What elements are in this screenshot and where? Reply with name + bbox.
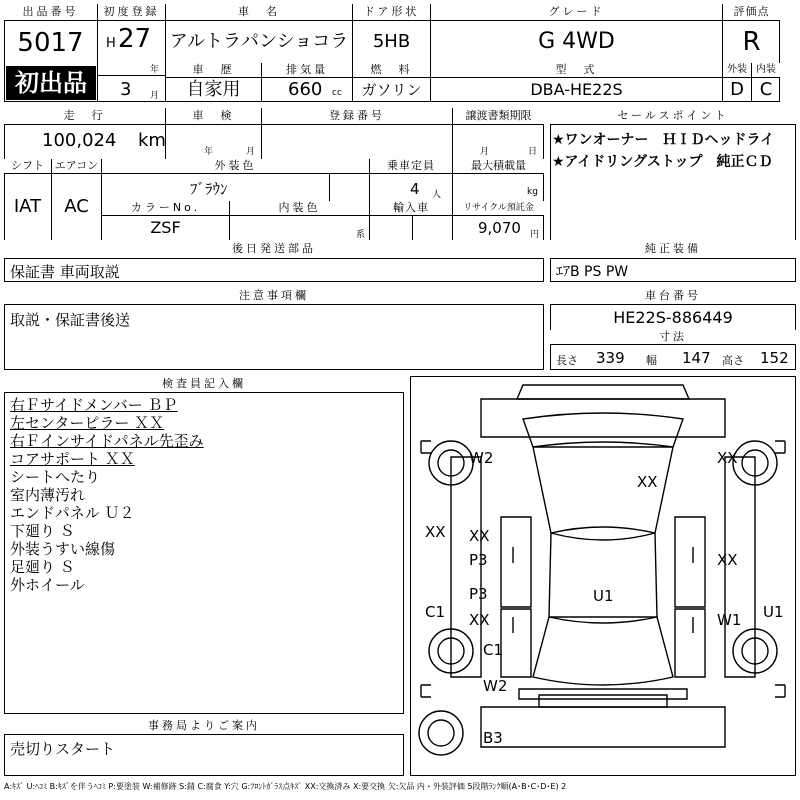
mark-p3-lf: P3 [469, 551, 488, 569]
int-color-unit: 系 [356, 230, 366, 240]
oem-label: 純正装備 [550, 240, 796, 258]
grade: G 4WD [431, 21, 723, 63]
inspector-line: 外ホイール [10, 576, 85, 594]
color-sub [102, 174, 330, 201]
grade-label: グレード [431, 4, 723, 21]
mileage: 100,024 [42, 130, 117, 151]
inspector-line: シートへたり [10, 468, 101, 486]
int-color-label: 内装色 [230, 201, 370, 216]
first-reg-label: 初度登録 [98, 4, 166, 21]
office-label: 事務局よりご案内 [4, 718, 404, 735]
mileage-label: 走 行 [4, 108, 166, 125]
inspector-line: 室内薄汚れ [10, 486, 86, 504]
mark-w1-right: W1 [717, 611, 742, 629]
load-unit: kg [527, 187, 538, 197]
reg-era: H [106, 36, 116, 51]
import-label: 輸入車 [370, 201, 453, 216]
reg-no-cell [262, 125, 453, 159]
color-no: ZSF [102, 216, 230, 240]
later-parts-label: 後日発送部品 [4, 240, 544, 258]
mark-p3-lr: P3 [469, 585, 488, 603]
int-label: 内装 [752, 63, 780, 78]
inspector-line: 足廻り Ｓ [10, 558, 75, 576]
lot-no-label: 出品番号 [4, 4, 98, 21]
reg-year: 27 [118, 24, 152, 54]
mark-u1-right: U1 [763, 603, 784, 621]
inspector-line: 右Ｆサイドメンバー ＢＰ [10, 396, 178, 414]
mark-xx-tr: XX [717, 449, 738, 467]
name-label: 車 名 [166, 4, 353, 21]
fuel-label: 燃 料 [353, 63, 431, 78]
wid-label: 幅 [646, 354, 657, 367]
oem: ｴｱB PS PW [556, 264, 629, 280]
seats-unit: 人 [432, 190, 442, 200]
dims-label: 寸法 [550, 330, 796, 345]
sales-line-2: ★アイドリングストップ 純正ＣＤ [552, 154, 773, 170]
sales-label: セールスポイント [550, 108, 796, 125]
mark-xx-left: XX [425, 523, 446, 541]
chassis-label: 車台番号 [550, 288, 796, 305]
model-code: DBA-HE22S [431, 78, 723, 102]
chassis-no: HE22S-886449 [613, 308, 733, 327]
shift-label: シフト [4, 159, 52, 174]
ext-score: D [723, 78, 752, 102]
mark-w2-top: W2 [469, 449, 494, 467]
seats-label: 乗車定員 [370, 159, 453, 174]
office-text: 売切りスタート [10, 740, 116, 758]
reg-mid-line [98, 75, 166, 76]
len-label: 長さ [556, 354, 578, 367]
mark-xx-right: XX [717, 551, 738, 569]
legend: A:ｷｽﾞ U:ﾍｺﾐ B:ｷｽﾞを伴うﾍｺﾐ P:要塗装 W:補修跡 S:錆 C:腐食 Y:穴 G:ﾌﾛﾝﾄｶﾞﾗｽ点ｷｽﾞ XX:交換済み X:要交換 欠:欠品 内・外装評価 5段階ﾗﾝｸ順(A･B･C･D･E) 2 [4, 782, 567, 791]
transfer-month-unit: 月 [480, 147, 490, 157]
model-label: 型 式 [431, 63, 723, 78]
transfer-day-unit: 日 [528, 147, 538, 157]
transfer-label: 譲渡書類期限 [453, 108, 544, 125]
color-no-label: カラーNo. [102, 201, 230, 216]
inspector-line: コアサポート ＸＸ [10, 450, 135, 468]
mark-b3: B3 [483, 729, 503, 747]
first-listing-badge: 初出品 [6, 66, 96, 100]
history: 自家用 [166, 78, 262, 102]
mark-c1-lower: C1 [483, 641, 504, 659]
inspector-line: エンドパネル Ｕ２ [10, 504, 135, 522]
load-label: 最大積載量 [453, 159, 544, 174]
recycle-unit: 円 [530, 230, 540, 240]
notes-label: 注意事項欄 [4, 288, 544, 305]
displacement: 660 [288, 79, 323, 100]
mark-u1-roof: U1 [593, 587, 614, 605]
recycle-label: リサイクル預託金 [453, 201, 544, 216]
hgt-label: 高さ [722, 354, 744, 367]
int-score: C [759, 79, 773, 100]
inspector-notes [10, 396, 400, 594]
seats: 4 [410, 180, 420, 198]
ac: AC [52, 174, 102, 240]
inspector-line: 外装うすい線傷 [10, 540, 116, 558]
recycle: 9,070 [478, 219, 521, 237]
lot-no: 5017 [4, 21, 98, 65]
car-diagram [410, 376, 796, 776]
inspection-label: 車 検 [166, 108, 262, 125]
fuel: ガソリン [353, 78, 431, 102]
car-name: アルトラパンショコラ [166, 21, 353, 63]
width: 147 [682, 349, 711, 367]
insp-month-unit: 月 [246, 147, 256, 157]
reg-month-unit: 月 [150, 91, 160, 101]
score: R [742, 27, 761, 57]
later-parts: 保証書 車両取説 [10, 263, 120, 281]
disp-unit: cc [332, 88, 342, 98]
color-label: 外装色 [102, 159, 370, 174]
reg-year-unit: 年 [150, 65, 160, 75]
mark-xx-hood: XX [637, 473, 658, 491]
shift: IAT [4, 174, 52, 240]
reg-month: 3 [120, 79, 132, 100]
insp-year-unit: 年 [204, 147, 214, 157]
history-label: 車 歴 [166, 63, 262, 78]
mark-c1-left: C1 [425, 603, 446, 621]
reg-no-label: 登録番号 [262, 108, 453, 125]
lot-divider [4, 65, 98, 102]
height: 152 [760, 349, 789, 367]
mileage-unit: km [138, 130, 166, 151]
disp-label: 排気量 [262, 63, 353, 78]
int-color-cell [230, 216, 370, 240]
length: 339 [596, 349, 625, 367]
ac-label: エアコン [52, 159, 102, 174]
mark-xx-lr: XX [469, 611, 490, 629]
color: ﾌﾞﾗｳﾝ [190, 180, 228, 198]
inspector-line: 左センターピラー ＸＸ [10, 414, 165, 432]
mark-w2-bottom: W2 [483, 677, 508, 695]
inspector-line: 右Ｆインサイドパネル先歪み [10, 432, 204, 450]
door-label: ドア形状 [353, 4, 431, 21]
import-sub [370, 216, 413, 240]
mark-xx-lf: XX [469, 527, 490, 545]
car-outline [411, 377, 795, 775]
notes-text: 取説・保証書後送 [10, 311, 131, 329]
score-label: 評価点 [723, 4, 780, 21]
inspector-line: 下廻り Ｓ [10, 522, 75, 540]
sales-line-1: ★ワンオーナー ＨＩＤヘッドライ [552, 132, 775, 148]
inspector-label: 検査員記入欄 [4, 376, 404, 393]
ext-label: 外装 [723, 63, 752, 78]
door-type: 5HB [353, 21, 431, 63]
